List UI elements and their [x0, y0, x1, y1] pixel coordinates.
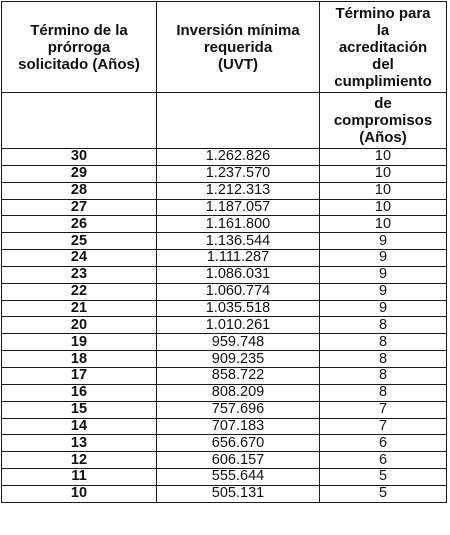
cell-extension-years: 10 — [2, 485, 157, 502]
cell-minimum-investment: 1.035.518 — [157, 300, 320, 317]
cell-extension-years: 13 — [2, 435, 157, 452]
table-row — [2, 199, 447, 216]
cell-accreditation-term: 8 — [320, 367, 447, 384]
cell-accreditation-term: 9 — [320, 266, 447, 283]
cell-extension-years: 29 — [2, 165, 157, 182]
cell-accreditation-term: 10 — [320, 149, 447, 166]
table-row — [2, 149, 447, 166]
header-accreditation-term — [320, 2, 447, 93]
table-row — [2, 401, 447, 418]
table-row — [2, 283, 447, 300]
table-row — [2, 351, 447, 368]
table-row — [2, 367, 447, 384]
table-row — [2, 250, 447, 267]
cell-extension-years: 19 — [2, 334, 157, 351]
table-row — [2, 469, 447, 486]
cell-extension-years: 24 — [2, 250, 157, 267]
table-body — [2, 149, 447, 503]
table-row — [2, 418, 447, 435]
cell-accreditation-term: 8 — [320, 317, 447, 334]
cell-minimum-investment: 606.157 — [157, 452, 320, 469]
cell-extension-years: 18 — [2, 351, 157, 368]
table-row — [2, 300, 447, 317]
cell-extension-years: 27 — [2, 199, 157, 216]
cell-accreditation-term: 9 — [320, 233, 447, 250]
cell-minimum-investment: 1.086.031 — [157, 266, 320, 283]
empty-cell — [2, 93, 157, 149]
cell-extension-years: 11 — [2, 469, 157, 486]
cell-minimum-investment: 1.060.774 — [157, 283, 320, 300]
cell-minimum-investment: 707.183 — [157, 418, 320, 435]
header-text-line: de — [374, 95, 392, 112]
cell-extension-years: 21 — [2, 300, 157, 317]
header-accreditation-term-continued — [320, 93, 447, 149]
table-row — [2, 435, 447, 452]
cell-extension-years: 15 — [2, 401, 157, 418]
header-minimum-investment — [157, 2, 320, 93]
cell-minimum-investment: 1.262.826 — [157, 149, 320, 166]
cell-accreditation-term: 10 — [320, 199, 447, 216]
header-extension-term — [2, 2, 157, 93]
table-row — [2, 165, 447, 182]
cell-accreditation-term: 6 — [320, 435, 447, 452]
header-text-line: Término de la — [30, 22, 128, 39]
table-row — [2, 485, 447, 502]
header-text-line: solicitado (Años) — [18, 56, 140, 73]
cell-accreditation-term: 8 — [320, 334, 447, 351]
cell-minimum-investment: 656.670 — [157, 435, 320, 452]
cell-extension-years: 23 — [2, 266, 157, 283]
header-text-line: la — [376, 22, 390, 39]
cell-minimum-investment: 1.237.570 — [157, 165, 320, 182]
cell-minimum-investment: 1.212.313 — [157, 182, 320, 199]
table-row — [2, 182, 447, 199]
table-row — [2, 317, 447, 334]
cell-minimum-investment: 555.644 — [157, 469, 320, 486]
header-text-line: cumplimiento — [334, 73, 432, 90]
cell-accreditation-term: 9 — [320, 300, 447, 317]
header-text-line: Inversión mínima — [176, 22, 300, 39]
cell-accreditation-term: 7 — [320, 418, 447, 435]
cell-extension-years: 20 — [2, 317, 157, 334]
header-text-line: prórroga — [47, 39, 111, 56]
cell-extension-years: 30 — [2, 149, 157, 166]
cell-minimum-investment: 1.187.057 — [157, 199, 320, 216]
cell-extension-years: 12 — [2, 452, 157, 469]
cell-accreditation-term: 6 — [320, 452, 447, 469]
header-text-line: acreditación — [338, 39, 428, 56]
table-row — [2, 233, 447, 250]
cell-extension-years: 28 — [2, 182, 157, 199]
cell-extension-years: 25 — [2, 233, 157, 250]
extension-term-table — [1, 1, 447, 503]
header-text-line: (UVT) — [218, 56, 258, 73]
table-row — [2, 452, 447, 469]
cell-extension-years: 16 — [2, 384, 157, 401]
empty-cell — [157, 93, 320, 149]
header-text-line: del — [372, 56, 394, 73]
table-header-continuation-row — [2, 93, 447, 149]
cell-accreditation-term: 9 — [320, 250, 447, 267]
cell-extension-years: 26 — [2, 216, 157, 233]
cell-minimum-investment: 909.235 — [157, 351, 320, 368]
cell-minimum-investment: 505.131 — [157, 485, 320, 502]
cell-minimum-investment: 858.722 — [157, 367, 320, 384]
table-row — [2, 266, 447, 283]
cell-accreditation-term: 10 — [320, 216, 447, 233]
cell-accreditation-term: 10 — [320, 182, 447, 199]
cell-extension-years: 17 — [2, 367, 157, 384]
cell-extension-years: 14 — [2, 418, 157, 435]
cell-minimum-investment: 808.209 — [157, 384, 320, 401]
cell-accreditation-term: 8 — [320, 351, 447, 368]
cell-minimum-investment: 959.748 — [157, 334, 320, 351]
table-row — [2, 384, 447, 401]
cell-accreditation-term: 5 — [320, 469, 447, 486]
cell-accreditation-term: 7 — [320, 401, 447, 418]
header-text-line: compromisos — [333, 112, 433, 129]
cell-minimum-investment: 1.161.800 — [157, 216, 320, 233]
cell-minimum-investment: 1.136.544 — [157, 233, 320, 250]
table-row — [2, 216, 447, 233]
cell-accreditation-term: 9 — [320, 283, 447, 300]
cell-minimum-investment: 1.111.287 — [157, 250, 320, 267]
table-row — [2, 334, 447, 351]
cell-accreditation-term: 10 — [320, 165, 447, 182]
cell-accreditation-term: 8 — [320, 384, 447, 401]
header-text-line: (Años) — [359, 129, 407, 146]
header-text-line: Término para — [335, 5, 431, 22]
header-text-line: requerida — [203, 39, 273, 56]
cell-accreditation-term: 5 — [320, 485, 447, 502]
cell-minimum-investment: 1.010.261 — [157, 317, 320, 334]
cell-extension-years: 22 — [2, 283, 157, 300]
cell-minimum-investment: 757.696 — [157, 401, 320, 418]
table-header-row — [2, 2, 447, 93]
